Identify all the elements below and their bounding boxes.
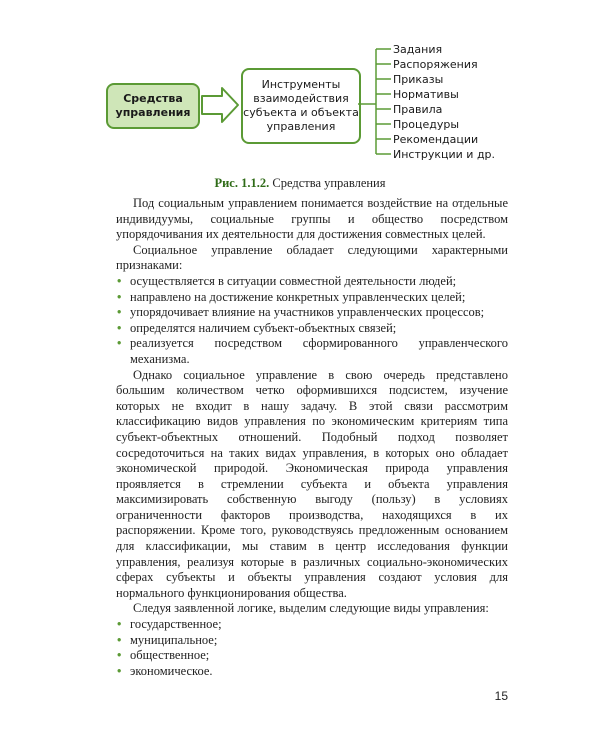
- tool-item: Нормативы: [393, 88, 459, 101]
- page-number: 15: [494, 689, 508, 703]
- management-types-list: [116, 617, 508, 679]
- paragraph: Социальное управление обладает следующими характерными признаками:: [116, 242, 508, 273]
- bullet-icon: •: [117, 336, 122, 351]
- interaction-tools-line-2: взаимодействия: [253, 92, 349, 105]
- tool-item: Процедуры: [393, 118, 460, 131]
- interaction-tools-line-3: субъекта и объекта: [243, 106, 359, 119]
- list-item: [116, 617, 508, 633]
- list-item-text: общественное;: [130, 648, 210, 663]
- list-item-text: экономическое.: [130, 663, 213, 678]
- bullet-icon: •: [117, 305, 122, 320]
- bullet-icon: •: [117, 320, 122, 335]
- list-item: [116, 274, 508, 290]
- list-item-text: реализуется посредством сформированного управленческого механизма.: [130, 336, 508, 366]
- body-text: [116, 196, 508, 679]
- list-item-text: муниципальное;: [130, 632, 218, 647]
- figure-label: Рис. 1.1.2.: [214, 176, 270, 190]
- tool-item: Распоряжения: [393, 58, 478, 71]
- paragraph: Под социальным управлением понимается воздействие на отдельные индивидуумы, социальные группы и общество посредством упорядочивания их деятельности для достижения совместных целей.: [116, 196, 508, 242]
- tool-item: Приказы: [393, 73, 444, 86]
- figure-caption: [0, 176, 600, 191]
- interaction-tools-line-4: управления: [266, 120, 336, 133]
- list-item: [116, 664, 508, 680]
- list-item-text: упорядочивает влияние на участников управленческих процессов;: [130, 305, 485, 320]
- bullet-icon: •: [117, 648, 122, 663]
- paragraph: Однако социальное управление в свою очередь представлено большим количеством четко оформившихся подсистем, изучение которых не входит в нашу задачу. В этой связи рассмотрим классификацию видов управления по экономическим критериям типа субъект-объектных отношений. Подобный подход позволяет сосредоточиться на таких видах управления, в которых оно обладает экономической природой. Экономическая природа управления проявляется в стремлении субъекта и объекта управления максимизировать собственную выгоду (пользу) в условиях ограниченности факторов производства, находящихся в их распоряжении. Кроме того, руководствуясь предложенным основанием для классификации, мы ставим в центр исследования функции управления, реализуя которые в различных социально-экономических сферах субъекты и объекты управления создают условия для нормального функционирования общества.: [116, 367, 508, 600]
- management-means-line-1: Средства: [123, 92, 183, 105]
- list-item-text: определятся наличием субъект-объектных связей;: [130, 320, 397, 335]
- features-list: [116, 274, 508, 368]
- list-item: [116, 305, 508, 321]
- interaction-tools-box: [241, 68, 361, 144]
- list-item: [116, 648, 508, 664]
- paragraph: Следуя заявленной логике, выделим следующие виды управления:: [133, 601, 489, 616]
- list-item-text: направлено на достижение конкретных управленческих целей;: [130, 289, 466, 304]
- bullet-icon: •: [117, 663, 122, 678]
- list-item: [116, 336, 508, 367]
- bullet-icon: •: [117, 273, 122, 288]
- tool-item: Рекомендации: [393, 133, 479, 146]
- tools-list: [393, 42, 495, 162]
- management-means-line-2: управления: [115, 106, 191, 119]
- management-means-box: [106, 83, 200, 129]
- list-item: [116, 633, 508, 649]
- right-arrow-icon: [200, 86, 240, 124]
- management-tools-diagram: [0, 0, 600, 170]
- list-item-text: осуществляется в ситуации совместной деятельности людей;: [130, 273, 457, 288]
- tool-item: Инструкции и др.: [393, 148, 496, 161]
- bullet-icon: •: [117, 289, 122, 304]
- list-item-text: государственное;: [130, 617, 222, 632]
- tool-item: Правила: [393, 103, 443, 116]
- bullet-icon: •: [117, 617, 122, 632]
- interaction-tools-line-1: Инструменты: [261, 78, 341, 91]
- list-item: [116, 290, 508, 306]
- figure-title: Средства управления: [272, 176, 386, 190]
- tool-item: Задания: [393, 43, 443, 56]
- bullet-icon: •: [117, 632, 122, 647]
- bracket-connector: [358, 40, 398, 165]
- list-item: [116, 321, 508, 337]
